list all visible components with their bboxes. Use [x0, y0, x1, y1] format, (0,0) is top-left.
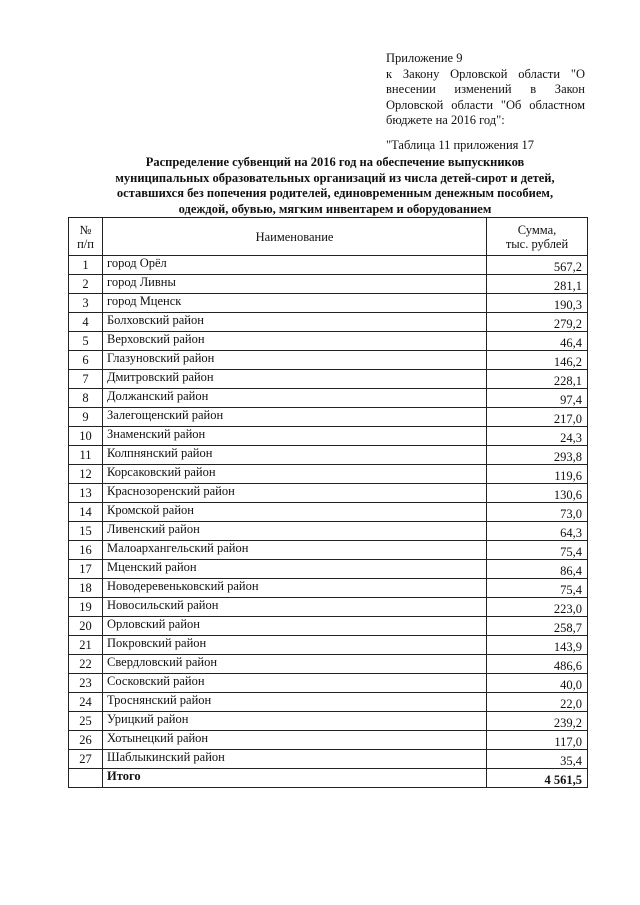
row-number: 5: [69, 332, 103, 351]
row-sum: 130,6: [487, 484, 588, 503]
table-row: [69, 655, 588, 674]
row-name: Ливенский район: [103, 522, 487, 541]
row-sum: 486,6: [487, 655, 588, 674]
row-sum: 75,4: [487, 541, 588, 560]
header-number-line-1: №: [79, 222, 92, 237]
row-sum: 119,6: [487, 465, 588, 484]
row-number: 26: [69, 731, 103, 750]
header-row: [69, 218, 588, 256]
row-number: 20: [69, 617, 103, 636]
title-line-1: Распределение субвенций на 2016 год на обеспечение выпускников: [145, 155, 525, 169]
row-name: Хотынецкий район: [103, 731, 487, 750]
row-number: 17: [69, 560, 103, 579]
table-footer: [69, 769, 588, 788]
row-sum: 146,2: [487, 351, 588, 370]
title-line-2: муниципальных образовательных организаций из числа детей-сирот и детей,: [115, 170, 555, 185]
table-row: [69, 446, 588, 465]
table-row: [69, 256, 588, 275]
table-row: [69, 693, 588, 712]
table-body: [69, 256, 588, 769]
header-sum-line-2: тыс. рублей: [505, 236, 569, 251]
row-number: 21: [69, 636, 103, 655]
row-name: Глазуновский район: [103, 351, 487, 370]
table-row: [69, 370, 588, 389]
row-number: 10: [69, 427, 103, 446]
title-line-4: одеждой, обувью, мягким инвентарем и оборудованием: [178, 201, 492, 216]
table-row: [69, 617, 588, 636]
row-sum: 35,4: [487, 750, 588, 769]
table-row: [69, 522, 588, 541]
table-row: [69, 674, 588, 693]
row-name: Новодеревеньковский район: [103, 579, 487, 598]
table-row: [69, 731, 588, 750]
table-row: [69, 313, 588, 332]
row-name: город Орёл: [103, 256, 487, 275]
row-name: Шаблыкинский район: [103, 750, 487, 769]
header-sum: [487, 218, 588, 256]
table-row: [69, 503, 588, 522]
row-sum: 567,2: [487, 256, 588, 275]
row-sum: 239,2: [487, 712, 588, 731]
row-name: Покровский район: [103, 636, 487, 655]
row-name: Корсаковский район: [103, 465, 487, 484]
row-number: 11: [69, 446, 103, 465]
row-name: Должанский район: [103, 389, 487, 408]
subsidy-table: [68, 217, 588, 788]
total-row: [69, 769, 588, 788]
row-number: 12: [69, 465, 103, 484]
appendix-line-3: внесении изменений в Закон: [386, 82, 585, 96]
appendix-line-5: бюджете на 2016 год":: [386, 113, 505, 127]
total-label: Итого: [103, 769, 487, 788]
row-sum: 279,2: [487, 313, 588, 332]
row-name: Болховский район: [103, 313, 487, 332]
table-row: [69, 389, 588, 408]
row-name: Верховский район: [103, 332, 487, 351]
row-sum: 86,4: [487, 560, 588, 579]
table-row: [69, 427, 588, 446]
row-name: Сосковский район: [103, 674, 487, 693]
row-name: Урицкий район: [103, 712, 487, 731]
row-name: Новосильский район: [103, 598, 487, 617]
row-sum: 75,4: [487, 579, 588, 598]
header-number: [69, 218, 103, 256]
row-sum: 281,1: [487, 275, 588, 294]
row-sum: 143,9: [487, 636, 588, 655]
row-number: 18: [69, 579, 103, 598]
table-row: [69, 332, 588, 351]
row-number: 8: [69, 389, 103, 408]
table-row: [69, 351, 588, 370]
row-number: 13: [69, 484, 103, 503]
row-number: 9: [69, 408, 103, 427]
row-sum: 24,3: [487, 427, 588, 446]
row-number: 19: [69, 598, 103, 617]
row-number: 15: [69, 522, 103, 541]
table-row: [69, 465, 588, 484]
row-name: Залегощенский район: [103, 408, 487, 427]
row-number: 27: [69, 750, 103, 769]
appendix-note: [386, 51, 585, 153]
row-name: город Ливны: [103, 275, 487, 294]
table-row: [69, 750, 588, 769]
appendix-line-1: Приложение 9: [386, 51, 463, 65]
table-row: [69, 294, 588, 313]
row-sum: 97,4: [487, 389, 588, 408]
row-number: 4: [69, 313, 103, 332]
title-line-3: оставшихся без попечения родителей, единовременным денежным пособием,: [116, 186, 554, 200]
row-name: Свердловский район: [103, 655, 487, 674]
table-row: [69, 598, 588, 617]
row-sum: 258,7: [487, 617, 588, 636]
table-header: [69, 218, 588, 256]
row-name: Троснянский район: [103, 693, 487, 712]
row-sum: 293,8: [487, 446, 588, 465]
table-row: [69, 579, 588, 598]
row-number: 25: [69, 712, 103, 731]
appendix-line-6: "Таблица 11 приложения 17: [386, 137, 535, 152]
row-number: 1: [69, 256, 103, 275]
row-sum: 46,4: [487, 332, 588, 351]
row-sum: 64,3: [487, 522, 588, 541]
document-title: [100, 155, 570, 217]
row-name: Колпнянский район: [103, 446, 487, 465]
row-sum: 117,0: [487, 731, 588, 750]
header-name: Наименование: [103, 218, 487, 256]
row-number: 14: [69, 503, 103, 522]
table-row: [69, 408, 588, 427]
row-name: Кромской район: [103, 503, 487, 522]
row-name: Знаменский район: [103, 427, 487, 446]
row-name: Малоархангельский район: [103, 541, 487, 560]
row-sum: 223,0: [487, 598, 588, 617]
row-number: 22: [69, 655, 103, 674]
table-row: [69, 636, 588, 655]
table-row: [69, 275, 588, 294]
row-number: 16: [69, 541, 103, 560]
row-number: 3: [69, 294, 103, 313]
appendix-line-4: Орловской области "Об областном: [386, 97, 585, 112]
row-name: Дмитровский район: [103, 370, 487, 389]
total-number-cell: [69, 769, 103, 788]
table-row: [69, 560, 588, 579]
row-number: 6: [69, 351, 103, 370]
header-sum-line-1: Сумма,: [517, 222, 557, 237]
row-sum: 217,0: [487, 408, 588, 427]
appendix-line-2: к Закону Орловской области "О: [386, 66, 585, 81]
table-row: [69, 541, 588, 560]
row-name: Мценский район: [103, 560, 487, 579]
row-name: город Мценск: [103, 294, 487, 313]
table-row: [69, 484, 588, 503]
row-sum: 190,3: [487, 294, 588, 313]
row-number: 2: [69, 275, 103, 294]
row-sum: 40,0: [487, 674, 588, 693]
total-sum: 4 561,5: [487, 769, 588, 788]
row-sum: 228,1: [487, 370, 588, 389]
row-sum: 22,0: [487, 693, 588, 712]
row-name: Краснозоренский район: [103, 484, 487, 503]
row-sum: 73,0: [487, 503, 588, 522]
row-number: 7: [69, 370, 103, 389]
table-row: [69, 712, 588, 731]
row-name: Орловский район: [103, 617, 487, 636]
row-number: 24: [69, 693, 103, 712]
header-number-line-2: п/п: [77, 236, 94, 251]
row-number: 23: [69, 674, 103, 693]
